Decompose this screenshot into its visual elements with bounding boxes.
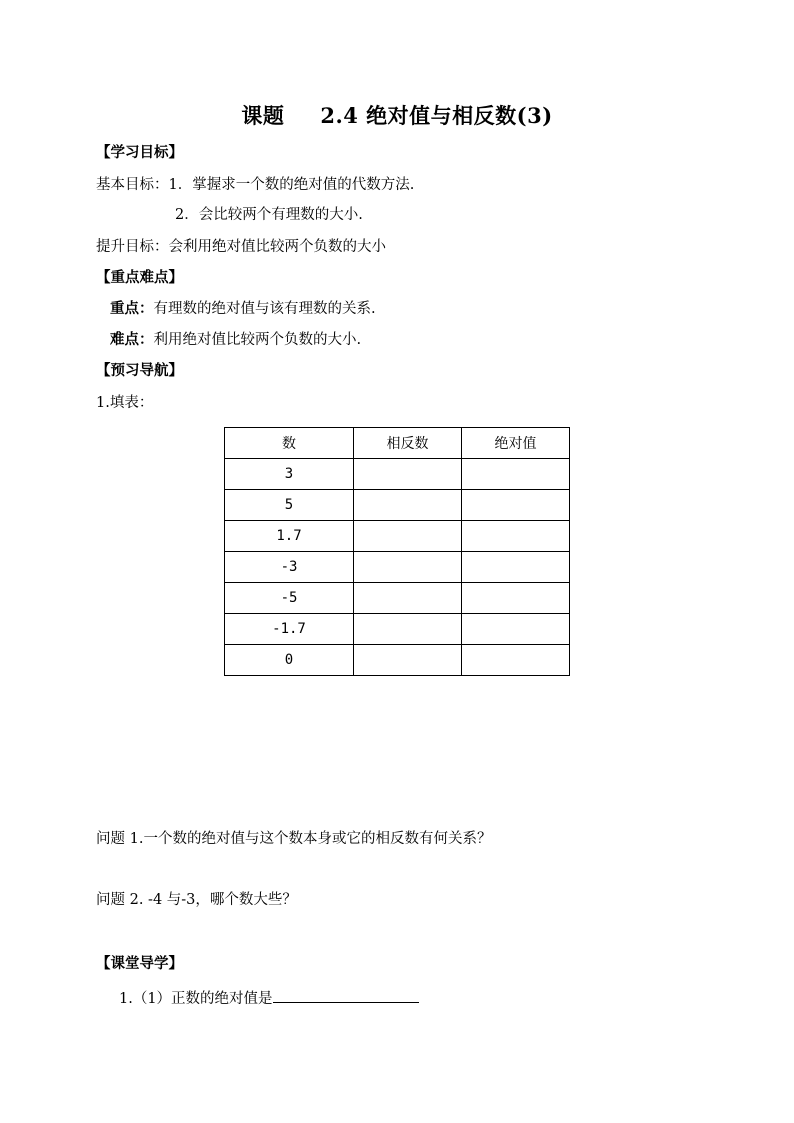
table-cell-opposite[interactable] [354,614,462,645]
table-cell-opposite[interactable] [354,552,462,583]
fill-table-label: 1.填表： [96,395,154,411]
table-row [225,552,570,583]
title-text: 2.4 绝对值与相反数(3) [320,103,553,128]
table-cell-absolute[interactable] [462,614,570,645]
table-row [225,521,570,552]
table-cell-absolute[interactable] [462,490,570,521]
table-cell-opposite[interactable] [354,490,462,521]
table-cell-absolute[interactable] [462,645,570,676]
table-cell-opposite[interactable] [354,521,462,552]
table-row [225,490,570,521]
table-cell-opposite[interactable] [354,459,462,490]
section-objectives: 【学习目标】 [96,144,183,161]
classroom-item-1 [119,986,419,1009]
answer-blank[interactable] [273,986,419,1003]
table-cell-number: 1.7 [225,521,354,552]
basic-objective-label: 基本目标： [96,177,169,193]
basic-objective-2: 2．会比较两个有理数的大小. [175,207,363,223]
table-cell-absolute[interactable] [462,552,570,583]
table-row [225,614,570,645]
section-key-points: 【重点难点】 [96,269,183,286]
table-cell-opposite[interactable] [354,645,462,676]
table-header-number: 数 [225,428,354,459]
table-header-opposite: 相反数 [354,428,462,459]
advanced-objective [96,237,386,257]
table-cell-absolute[interactable] [462,521,570,552]
table-cell-absolute[interactable] [462,583,570,614]
question-2: 问题 2. -4 与-3，哪个数大些？ [96,892,297,908]
difficult-point [110,330,361,350]
table-row [225,583,570,614]
section-classroom: 【课堂导学】 [96,955,183,972]
difficult-point-label: 难点： [110,331,154,348]
difficult-point-text: 利用绝对值比较两个负数的大小. [153,332,362,348]
title-label: 课题 [241,103,285,128]
basic-objective-1 [96,175,414,195]
key-point [110,299,376,319]
page-title [0,100,794,130]
advanced-objective-label: 提升目标： [96,239,169,255]
table-header-absolute: 绝对值 [462,428,570,459]
key-point-text: 有理数的绝对值与该有理数的关系. [153,301,376,317]
advanced-objective-text: 会利用绝对值比较两个负数的大小 [168,239,386,255]
basic-objective-1-text: 1．掌握求一个数的绝对值的代数方法. [168,177,415,193]
table-cell-number: 5 [225,490,354,521]
table-cell-number: -1.7 [225,614,354,645]
table-cell-number: -3 [225,552,354,583]
table-cell-number: -5 [225,583,354,614]
key-point-label: 重点： [110,300,154,317]
table-cell-number: 0 [225,645,354,676]
table-cell-number: 3 [225,459,354,490]
table-cell-opposite[interactable] [354,583,462,614]
table-row [225,645,570,676]
table-row [225,459,570,490]
fill-table [224,427,570,676]
table-cell-absolute[interactable] [462,459,570,490]
section-preview: 【预习导航】 [96,362,183,379]
classroom-item-1-text: 1.（1）正数的绝对值是 [119,991,273,1007]
table-header-row [225,428,570,459]
question-1: 问题 1.一个数的绝对值与这个数本身或它的相反数有何关系？ [96,831,492,847]
